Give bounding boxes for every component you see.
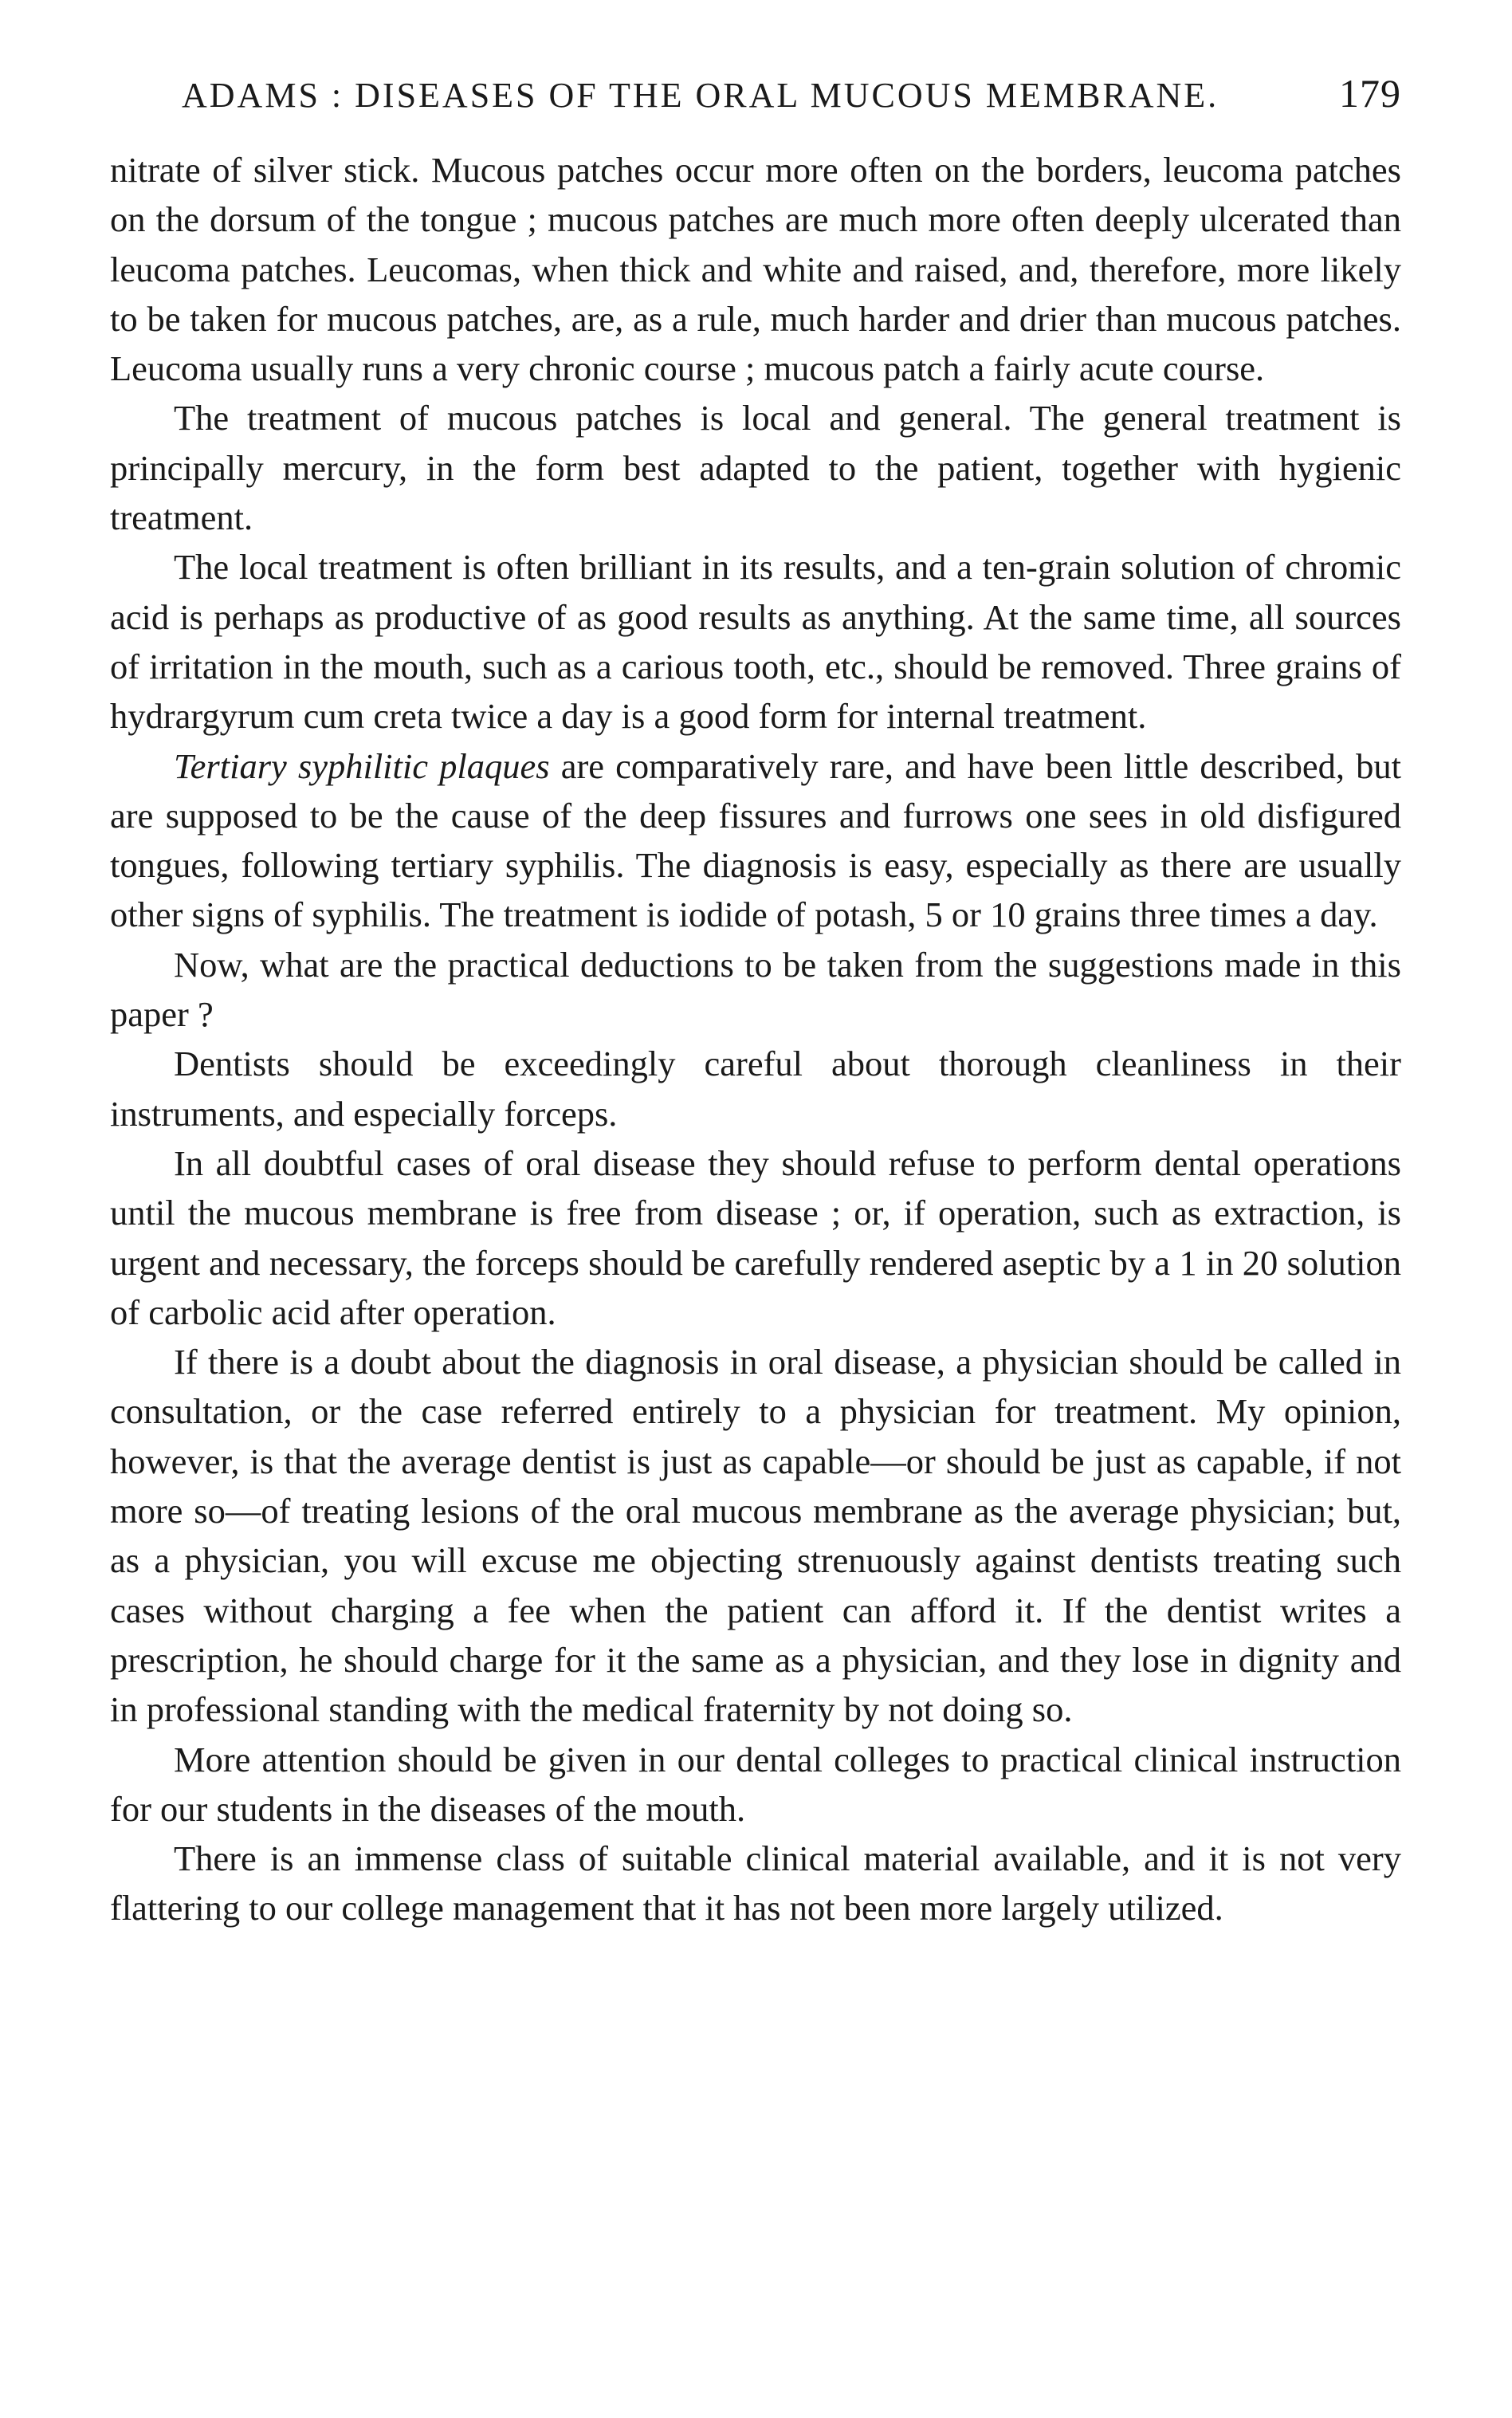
page-number: 179 [1339,71,1401,116]
paragraph [110,542,1401,741]
paragraph [110,741,1401,940]
paragraph-text: The local treatment is often brilliant in its results, and a ten-grain solution of chromic acid is perhaps as productive of as good results as anything. At the same time, all sources of irritation in the mouth, such as a carious tooth, etc., should be removed. Three grains of hydrargyrum cum creta twice a day is a good form for internal treatment. [110,547,1401,737]
paragraph-text: More attention should be given in our dental colleges to practical clinical instruction for our students in the diseases of the mouth. [110,1739,1401,1829]
paragraph-text: nitrate of silver stick. Mucous patches occur more often on the borders, leucoma patches on the dorsum of the tongue ; mucous patches are much more often deeply ulcerated than leucoma patches. Leucomas, when thick and white and raised, and, therefore, more likely to be taken for mucous patches, are, as a rule, much harder and drier than mucous patches. Leucoma usually runs a very chronic course ; mucous patch a fairly acute course. [110,150,1401,389]
paragraph-text: Dentists should be exceedingly careful about thorough cleanliness in their instruments, and especially forceps. [110,1044,1401,1134]
paragraph-text: The treatment of mucous patches is local and general. The general treatment is principally mercury, in the form best adapted to the patient, together with hygienic treatment. [110,398,1401,538]
paragraph [110,145,1401,393]
paragraph [110,1039,1401,1138]
running-head [182,70,1401,116]
paragraph [110,940,1401,1040]
running-title: ADAMS : DISEASES OF THE ORAL MUCOUS MEMBRANE. [182,76,1219,115]
body-text [110,145,1401,1933]
paragraph-text: Now, what are the practical deductions to be taken from the suggestions made in this paper ? [110,944,1401,1035]
paragraph [110,393,1401,542]
paragraph-text: If there is a doubt about the diagnosis in oral disease, a physician should be called in consultation, or the case referred entirely to a physician for treatment. My opinion, however, is that the average dentist is just as capable—or should be just as capable, if not more so—of treating lesions of the oral mucous membrane as the average physician; but, as a physician, you will excuse me objecting strenuously against dentists treating such cases without charging a fee when the patient can afford it. If the dentist writes a prescription, he should charge for it the same as a physician, and they lose in dignity and in professional standing with the medical fraternity by not doing so. [110,1342,1401,1730]
paragraph-text: are comparatively rare, and have been little described, but are supposed to be the cause of the deep fissures and furrows one sees in old disfigured tongues, following tertiary syphilis. The diagnosis is easy, especially as there are usually other signs of syphilis. The treatment is iodide of potash, 5 or 10 grains three times a day. [110,745,1401,935]
italic-term: Tertiary syphilitic plaques [174,745,550,786]
document-page [110,70,1401,1933]
paragraph [110,1337,1401,1734]
paragraph-text: There is an immense class of suitable clinical material available, and it is not very flattering to our college management that it has not been more largely utilized. [110,1838,1401,1929]
paragraph [110,1138,1401,1337]
paragraph [110,1834,1401,1933]
paragraph-text: In all doubtful cases of oral disease they should refuse to perform dental operations until the mucous membrane is free from disease ; or, if operation, such as extraction, is urgent and necessary, the forceps should be carefully rendered aseptic by a 1 in 20 solution of carbolic acid after operation. [110,1142,1401,1332]
paragraph [110,1735,1401,1834]
